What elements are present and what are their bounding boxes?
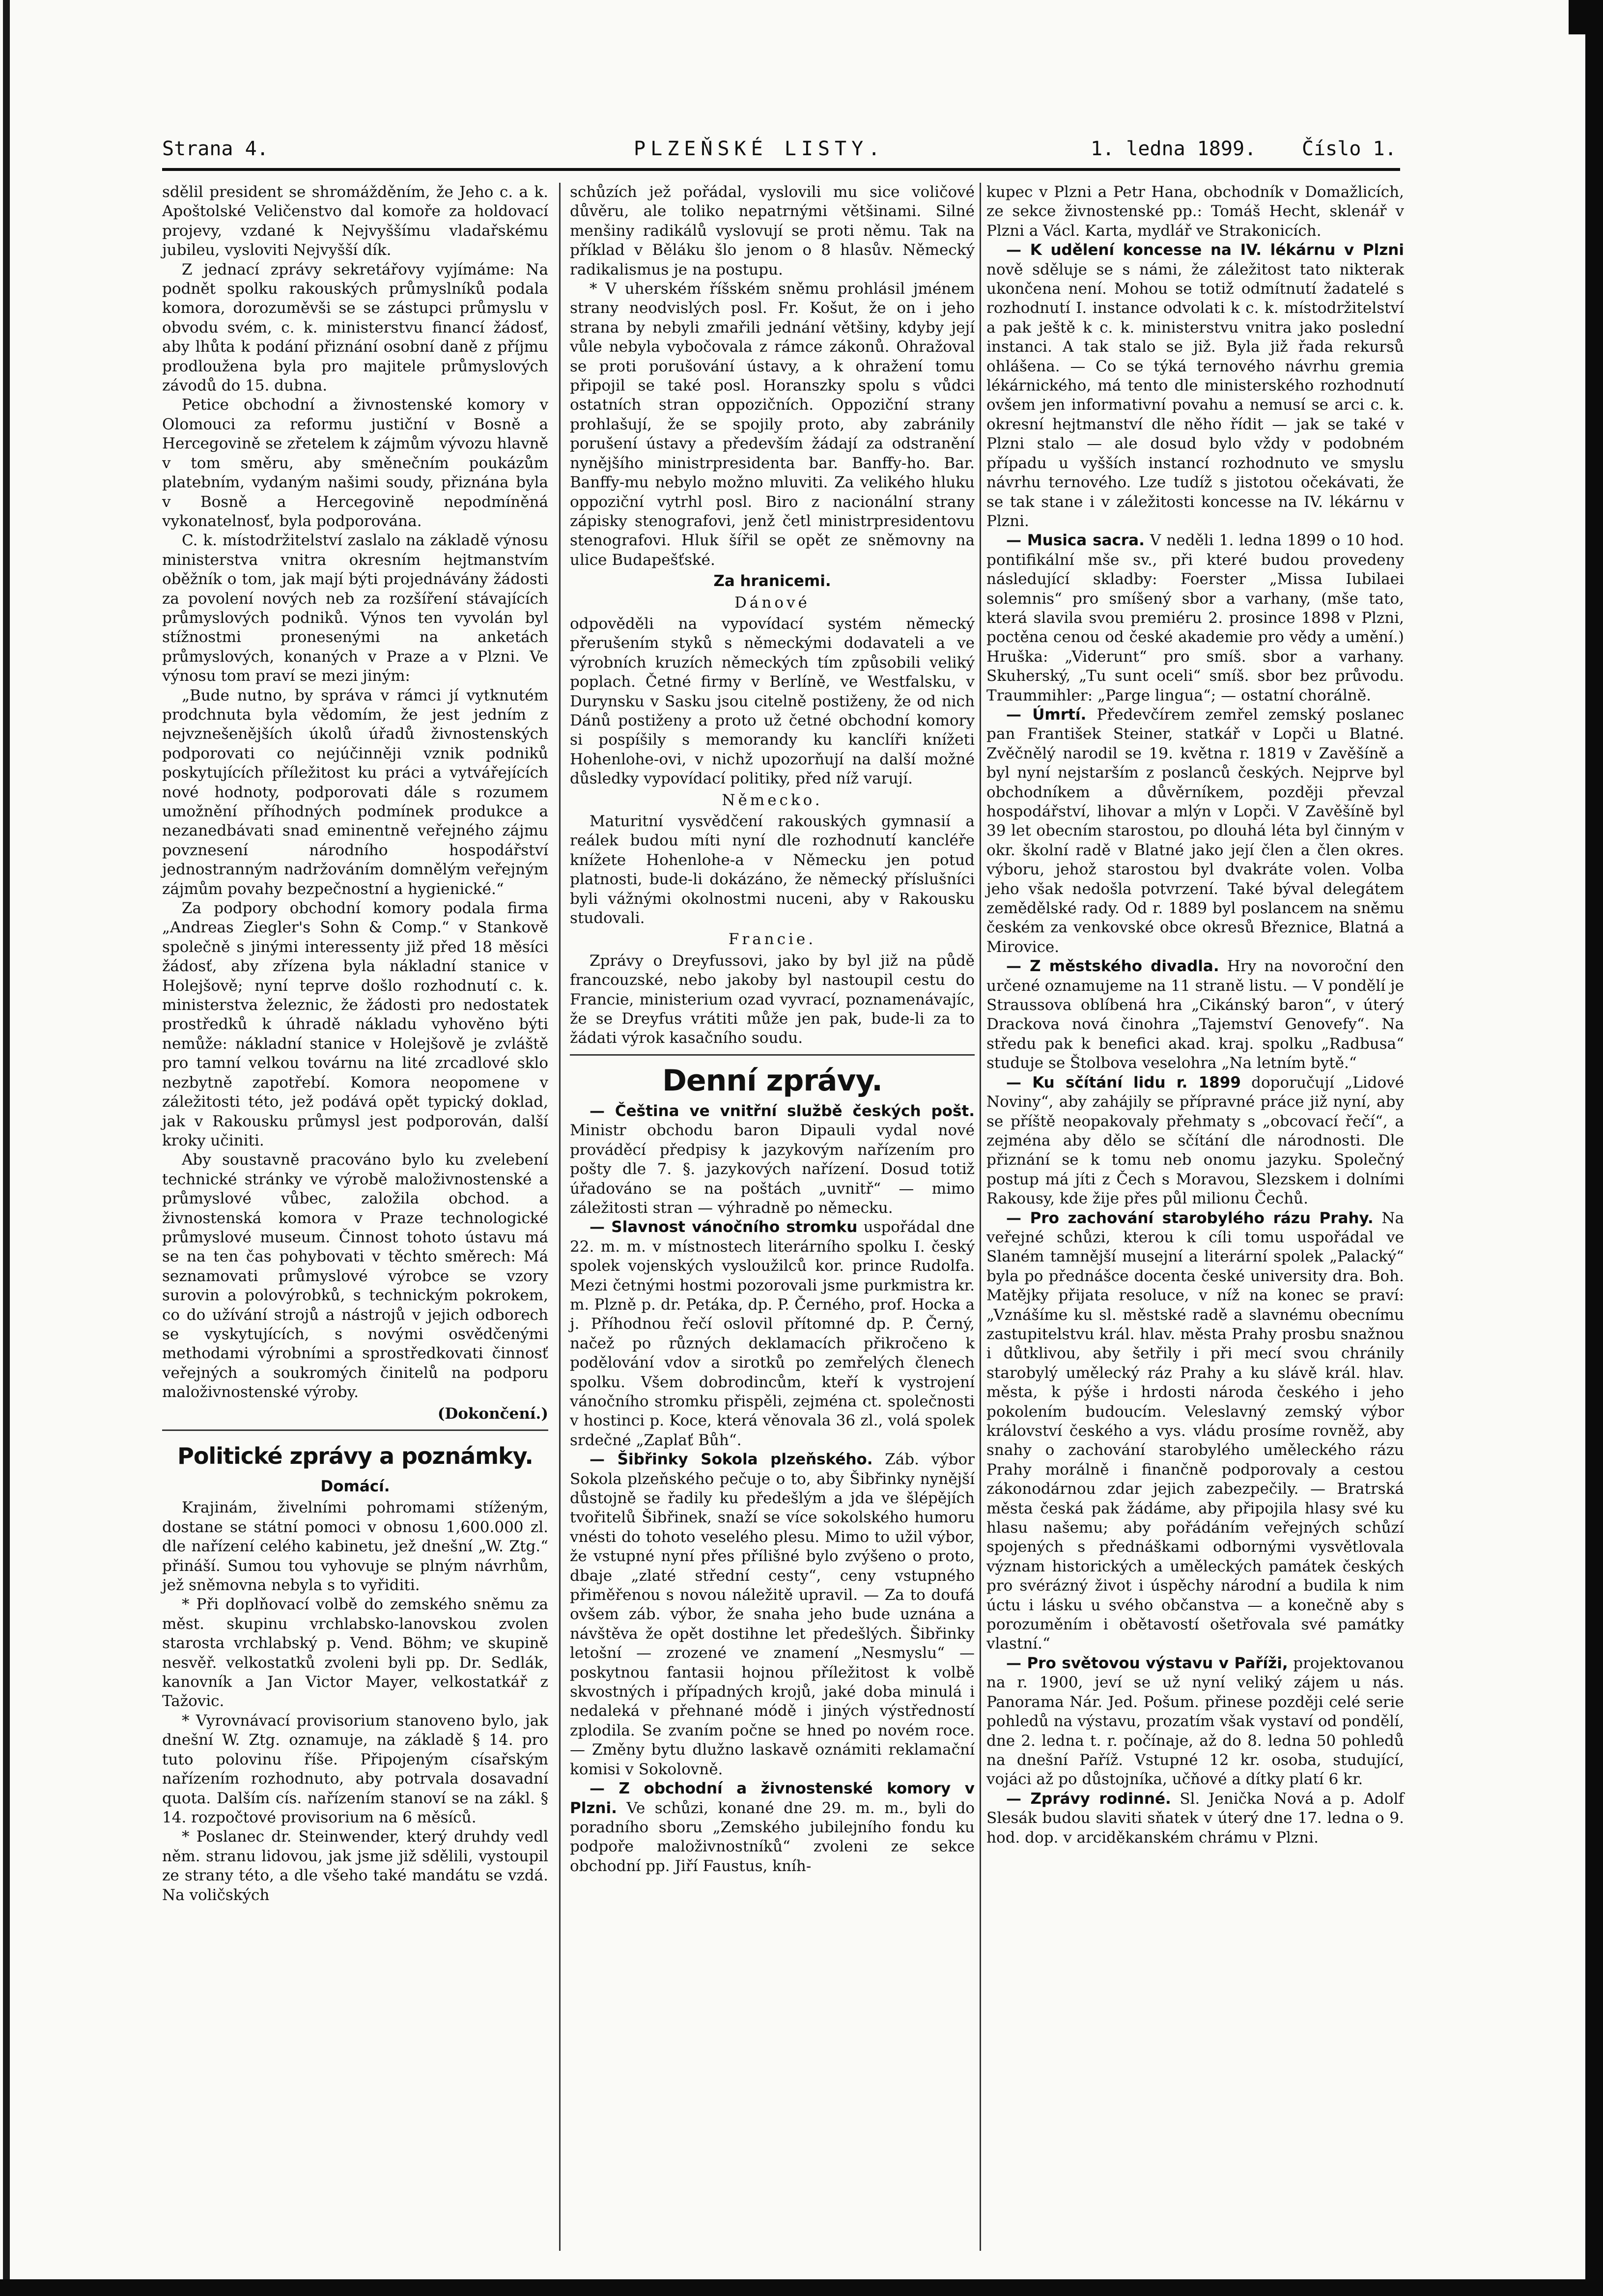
- section-title-daily-news: Denní zprávy.: [662, 1063, 882, 1098]
- news-item-title: — Šibřinky Sokola plzeňského.: [590, 1451, 873, 1469]
- news-item: [986, 1209, 1404, 1654]
- paragraph: sdělil president se shromážděním, že Jeho c. a k. Apoštolské Veličenstvo dal komoře za holdovací projevy, vzdané k Nejvyššímu vladařskému jubileu, vysloviti Nejvyšší dík.: [162, 183, 548, 259]
- column-divider: [980, 183, 981, 2251]
- paragraph: odpověděli na vypovídací systém německý přerušením styků s německými dodavateli a ve výrobních kruzích německých tím způsobili veliký poplach. Četné firmy v Berlíně, ve Westfalsku, v Durynsku v Sasku jsou citelně postiženy, že od nich Dánů postiženy a proto už četné obchodní komory si pospíšily s memorandy ku kanclíři knížeti Hohenlohe-ovi, v nichž upozorňují na další možné důsledky vypovídací politiky, před níž varují.: [570, 615, 975, 788]
- paragraph: Z jednací zprávy sekretářovy vyjímáme: Na podnět spolku rakouských průmyslníků podala komora, dorozuměvši se se zástupci průmyslu v obvodu svém, c. k. ministerstvu financí žádosť, aby lhůta k podání přiznání osobní daně z příjmu prodloužena byla pro majitele průmyslových závodů do 15. dubna.: [162, 260, 548, 395]
- news-item-title: — K udělení koncesse na IV. lékárnu v Plzni: [1006, 241, 1404, 259]
- news-item-text: Ministr obchodu baron Dipauli vydal nové prováděcí předpisy k jazykovým nařízením pro pošty dle 7. §. jazykových nařízení. Dosud totiž úřadováno se na poštách „uvnitř“ — mimo záležitosti stran — výhradně po německu.: [570, 1121, 975, 1217]
- news-item: [986, 957, 1404, 1073]
- paragraph: Zprávy o Dreyfussovi, jako by byl již na půdě francouzské, nebo jakoby byl nastoupil cestu do Francie, ministerium ozad vyvrací, poznamenávajíc, že se Dreyfus vrátiti může jen pak, bude-li za to žádati výrok kasačního soudu.: [570, 952, 975, 1047]
- news-item: [986, 705, 1404, 957]
- paragraph: Krajinám, živelními pohromami stíženým, dostane se státní pomoci v obnosu 1,600.000 zl. dle nařízení celého kabinetu, jež dnešní „W. Ztg.“ přináší. Sumou tou vyhovuje se plným návrhům, jež sněmovna nebyla s to vyřiditi.: [162, 1499, 548, 1595]
- quote-paragraph: „Bude nutno, by správa v rámci jí vytknutém prodchnuta byla vědomím, že jest jedním z nejvznešenějších úkolů úřadů živnostenských podporovati co nejúčinněji vznik podniků poskytujících příležitost ku práci a vytvářejících nové hodnoty, podporovati dále s rozumem umožnění příhodných podmínek produkce a nezanedbávati snad eminentně veřejného zájmu povznesení národního hospodářství jednostranným nadržováním domnělým veřejným zájmům povahy bezpečnostní a hygienické.“: [162, 686, 548, 898]
- news-item-text: Na veřejné schůzi, kterou k cíli tomu uspořádal ve Slaném tamnější musejní a literární spolek „Palacký“ byla po přednášce docenta české university dra. Boh. Matějky přijata resoluce, v níž na konec se praví: „Vznášíme ku sl. městské radě a slavnému obecnímu zastupitelstvu král. hlav. města Prahy prosbu snažnou i důtklivou, aby šetřily i při mecí svou chránily starobylý umělecký ráz Prahy a ku slávě král. hlav. města, k pýše i hrdosti národa českého i jeho pokolením budoucím. Veleslavný zemský výbor království českého a vys. vládu prosíme rovněž, aby snahy o zachování starobylého uměleckého rázu Prahy morálně i finančně podporovaly a cestou zákonodárnou zdar jejich zabezpečily. — Bratrská města česká pak žádáme, aby připojila hlasy své ku hlasu našemu; aby pořádáním veřejných schůzí spojených s přednáškami odbornými vysvětlovala význam historických a uměleckých památek českých pro svérázný život i úspěchy národní a budila k nim úctu i lásku u svého občanstva — a konečně aby s porozuměním i obětavostí ošetřovala své památky vlastní.“: [986, 1209, 1404, 1653]
- news-item-text: doporučují „Lidové Noviny“, aby zahájily se přípravné práce již nyní, aby se příště neopakovaly přehmaty s „obcovací řečí“, a zejména aby dělo se sčítání dle národnosti. Dle přiznání se k tomu neb onomu jazyku. Společný postup má jíti z Čech s Moravou, Slezskem i dolními Rakousy, kde žije přes půl milionu Čechů.: [986, 1073, 1404, 1208]
- news-item-title: — Úmrtí.: [1006, 705, 1087, 724]
- column-3: [986, 183, 1404, 2261]
- paragraph: Maturitní vysvědčení rakouských gymnasií a reálek budou míti nyní dle rozhodnutí kancléře knížete Hohenlohe-a v Německu jen potud platnosti, bude-li dokázáno, že německý příslušníci byli vážnými okolnostmi nuceni, aby v Rakousku studovali.: [570, 812, 975, 927]
- news-item-text: nově sděluje se s námi, že záležitost tato nikterak ukončena není. Mohou se totiž odmítnutí žadatelé s rozhodnutí I. instance odvolati k c. k. místodržitelství a pak ještě k c. k. ministerstvu vnitra jako poslední instanci. A tak stalo se již. Byla již řada rekursů ohlášena. — Co se týká ternového návrhu gremia lékárnického, má tento dle ministerského rozhodnutí ovšem jen informativní povahu a nemusí se arci c. k. okresní hejtmanství dle něho řídit — jak se také v Plzni stalo — ale dosud bylo vždy v podobném případu u vyšších instancí rozhodnuto ve smyslu návrhu ternového. Lze tudíž s jistotou očekávati, že se tak stane i v záležitosti koncesse na IV. lékárnu v Plzni.: [986, 260, 1404, 530]
- news-item-text: Předevčírem zemřel zemský poslanec pan František Steiner, statkář v Lopči u Blatné. Zvěčnělý narodil se 19. května r. 1819 v Zavěšíně a byl nyní nejstarším z poslanců českých. Nejprve byl obchodníkem a důvěrníkem, později převzal hospodářství, lihovar a mlýn v Lopči. V Zavěšíně byl 39 let obecním starostou, po dlouhá léta byl činným v okr. školní radě v Blatné jako její člen a člen okres. výboru, jehož starostou byl dvakráte volen. Volba jeho však nedošla potvrzení. Také býval delegátem zemědělské rady. Od r. 1889 byl poslancem na sněmu českém za venkovské obce okresů Březnice, Blatná a Mirovice.: [986, 705, 1405, 956]
- news-item: [986, 1654, 1404, 1790]
- paragraph: Za podpory obchodní komory podala firma „Andreas Ziegler's Sohn & Comp.“ v Stankově společně s jinými interessenty již před 18 měsíci žádosť, aby zřízena byla nákladní stanice v Holejšově; nyní teprve došlo rozhodnutí c. k. ministerstva železnic, že žádosti pro nedostatek prostředků k úhradě nákladu vyhověno býti nemůže: nákladní stanice v Holejšově je zvláště pro tamní velkou továrnu na lité zrcadlové sklo nezbytně zapotřebí. Komora neopomene v záležitosti této, jež podává opět typický doklad, jak v Rakousku průmysl jest podporován, další kroky učiniti.: [162, 899, 548, 1149]
- column-1: [162, 183, 548, 2261]
- subheading-domestic: Domácí.: [320, 1478, 390, 1495]
- news-item: [986, 241, 1404, 531]
- scan-border-right: [1585, 0, 1603, 2296]
- paragraph: Aby soustavně pracováno bylo ku zvelebení technické stránky ve výrobě maloživnostenské a průmyslové vůbec, založila obchod. a živnostenská komora v Praze technologické průmyslové museum. Činnost tohoto ústavu má se na ten čas pohybovati v těchto směrech: Má seznamovati průmyslové výrobce se vzory surovin a polovýrobků, s technickým pokrokem, co do užívání strojů a nástrojů v jejich odborech se vyskytujících, s novými osvědčenými methodami výrobními a sprostředkovati činnosť veřejných a soukromých činitelů na podporu maloživnostenské výroby.: [162, 1151, 548, 1401]
- paragraph: Petice obchodní a živnostenské komory v Olomouci za reformu justiční v Bosně a Hercegovině se zřetelem k zájmům vývozu hlavně v tom směru, aby směnečním poukázům platebním, vydaným našimi soudy, přiznána byla v Bosně a Hercegovině nepodmíněná vykonatelnosť, byla podporována.: [162, 396, 548, 530]
- scan-border-bottom: [0, 2279, 1603, 2296]
- section-rule: [570, 1054, 975, 1056]
- paragraph: kupec v Plzni a Petr Hana, obchodník v Domažlicích, ze sekce živnostenské pp.: Tomáš Hecht, sklenář v Plzni a Václ. Karta, mydlář ve Strakonicích.: [986, 183, 1404, 240]
- continuation-note: (Dokončení.): [437, 1404, 548, 1423]
- paragraph: * V uherském říšském sněmu prohlásil jménem strany neodvislých posl. Fr. Košut, že on i jeho strana by nebyli zmařili jednání většiny, kdyby její vůle nebyla vybočovala z rámce zákonů. Ohražoval se proti porušování ústavy, a k ohražení tomu připojil se také posl. Horanszky spolu s vůdci ostatních stran oppozičních. Oppoziční strany prohlašují, že se spojily proto, aby zabránily porušení ústavy a především žádají za odstranění nynějšího ministrpresidenta bar. Banffy-ho. Bar. Banffy-mu nebylo možno mluviti. Za velikého hluku oppoziční vytrhl posl. Biro z nacionální strany zápisky stenografovi, jenž četl ministrpresidentovu stenografovi. Hluk šířil se opět ze sněmovny na ulice Budapešťské.: [570, 280, 975, 569]
- news-item-title: — Slavnost vánočního stromku: [590, 1218, 858, 1236]
- country-heading: Německo.: [722, 791, 823, 809]
- news-item: [986, 531, 1404, 705]
- page-label: Strana 4.: [162, 138, 269, 160]
- news-item-text: uspořádal dne 22. m. m. v místnostech literárního spolku I. český spolek vojenských vysloužilců kor. prince Rudolfa. Mezi četnými hostmi pozorovali jsme purkmistra kr. m. Plzně p. dr. Petáka, dp. P. Černého, prof. Hocka a j. Příhodnou řečí oslovil přítomné dp. P. Černý, načež po různých deklamacích přikročeno k podělování vdov a sirotků po zemřelých členech spolku. Všem dobrodincům, kteří k vystrojení vánočního stromku přispěli, zejména ct. společnosti v hostinci p. Koce, která věnovala 36 zl., volá spolek srdečné „Zaplať Bůh“.: [570, 1218, 975, 1449]
- subheading-abroad: Za hranicemi.: [713, 572, 831, 590]
- column-divider: [559, 183, 561, 2251]
- news-item-title: — Ku sčítání lidu r. 1899: [1006, 1073, 1241, 1092]
- news-item-title: — Z obchodní a živnostenské komory v Plzni.: [570, 1780, 975, 1817]
- news-item: [570, 1450, 975, 1779]
- country-heading: Francie.: [728, 930, 816, 949]
- scan-corner: [1569, 0, 1603, 34]
- news-item: [986, 1790, 1404, 1848]
- news-item-title: — Musica sacra.: [1006, 532, 1145, 550]
- section-title-politics: Politické zprávy a poznámky.: [177, 1443, 533, 1469]
- column-2: [570, 183, 975, 2261]
- issue-date: 1. ledna 1899.: [1091, 138, 1257, 160]
- news-item-title: — Pro zachování starobylého rázu Prahy.: [1006, 1209, 1374, 1227]
- news-item-title: — Z městského divadla.: [1006, 957, 1219, 976]
- page-header: [162, 133, 1400, 162]
- country-heading: Dánové: [734, 593, 810, 612]
- news-item: [570, 1218, 975, 1450]
- news-item: [570, 1102, 975, 1218]
- paragraph: schůzích jež pořádal, vyslovili mu sice voličové důvěru, ale toliko nepatrnými většinami. Silné menšiny radikálů vyslovují se proti němu. Tak na příklad v Běláku šlo jenom o 8 hlasův. Německý radikalismus je na postupu.: [570, 183, 975, 279]
- news-item-text: projektovanou na r. 1900, jeví se už nyní veliký zájem u nás. Panorama Nár. Jed. Pošum. přinese později celé serie pohledů na výstavu, prozatím však vystaví od pondělí, dne 2. ledna t. r. počínaje, až do 8. ledna 50 pohledů na dnešní Paříž. Vstupné 12 kr. osoba, studující, vojáci až po důstojníka, učňové a dítky platí 6 kr.: [986, 1654, 1404, 1789]
- paragraph: C. k. místodržitelství zaslalo na základě výnosu ministerstva vnitra okresním hejtmanstvím oběžník o tom, jak mají býti projednávány žádosti za povolení nových neb za rozšíření stávajících průmyslových podniků. Výnos ten vyvolán byl stížnostmi pronesenými na anketách průmyslových, konaných v Praze a v Plzni. Ve výnosu tom praví se mezi jiným:: [162, 532, 548, 685]
- news-item: [570, 1779, 975, 1876]
- news-item-text: V neděli 1. ledna 1899 o 10 hod. pontifikální mše sv., při které budou provedeny následující skladby: Foerster „Missa Iubilaei solemnis“ pro smíšený sbor a varhany, (mše tato, která slavila svou premiéru 2. prosince 1898 v Plzni, poctěna cenou od české akademie pro vědy a umění.) Hruška: „Viderunt“ pro smíš. sbor a varhany. Skuherský, „Tu sunt oceli“ smíš. sbor bez průvodu. Traummihler: „Parge lingua“; — ostatní chorálně.: [986, 532, 1405, 704]
- paragraph: * Při doplňovací volbě do zemského sněmu za měst. skupinu vrchlabsko-lanovskou zvolen starosta vrchlabský p. Vend. Böhm; ve skupině nesvěř. velkostatků zvoleni byli pp. Dr. Sedlák, kanovník a Jan Victor Mayer, velkostatkář z Tažovic.: [162, 1596, 548, 1710]
- newspaper-title: PLZEŇSKÉ LISTY.: [634, 138, 885, 160]
- news-item: [986, 1073, 1404, 1209]
- paragraph: * Vyrovnávací provisorium stanoveno bylo, jak dnešní W. Ztg. oznamuje, na základě § 14. pro tuto polovinu říše. Připojeným císařským nařízením rozhodnuto, aby potrvala dosavadní quota. Dalším cís. nařízením stanoví se na zákl. § 14. rozpočtové provisorium na 6 měsíců.: [162, 1711, 548, 1826]
- section-rule: [162, 1429, 548, 1431]
- news-item-text: Hry na novoroční den určené oznamujeme na 11 straně listu. — V pondělí je Straussova oblíbená hra „Cikánský baron“, v úterý Drackova nová činohra „Tajemství Genovefy“. Na středu pak k benefici akad. kraj. spolku „Radbusa“ studuje se Štolbova veselohra „Na letním bytě.“: [986, 957, 1404, 1072]
- header-rule: [162, 168, 1400, 171]
- news-item-text: Sl. Jenička Nová a p. Adolf Slesák budou slaviti sňatek v úterý dne 17. ledna o 9. hod. dop. v arciděkanském chrámu v Plzni.: [986, 1790, 1404, 1847]
- scan-border-left: [3, 0, 10, 2296]
- news-item-title: — Čeština ve vnitřní službě českých pošt.: [590, 1102, 975, 1120]
- news-item-title: — Zprávy rodinné.: [1006, 1790, 1171, 1808]
- news-item-text: Ve schůzi, konané dne 29. m. m., byli do poradního sboru „Zemského jubilejního fondu ku podpoře maloživnostníků“ zvoleni ze sekce obchodní pp. Jiří Faustus, kníh-: [570, 1799, 975, 1875]
- paragraph: * Poslanec dr. Steinwender, který druhdy vedl něm. stranu lidovou, jak jsme již sdělili, vystoupil ze strany této, a dle všeho také mandátu se vzdá. Na voličských: [162, 1828, 548, 1904]
- issue-number: Číslo 1.: [1302, 138, 1397, 160]
- news-item-title: — Pro světovou výstavu v Paříži,: [1006, 1654, 1288, 1672]
- news-item-text: Záb. výbor Sokola plzeňského pečuje o to, aby Šibřinky nynější důstojně se řadily ku předešlým a jda ve šlépějích tvořitelů Šibřinek, snaží se více sokolského humoru vnésti do tohoto veselého plesu. Mimo to užil výbor, že vstupné nyní přes přílišné bylo zvýšeno o proto, dbaje „zlaté střední cesty“, ceny vstupného přiměřenou s novou náležitě upravil. — Za to doufá ovšem záb. výbor, že snaha jeho bude uznána a návštěva že opět dostihne let předešlých. Šibřinky letošní — zrozené ve znamení „Nesmyslu“ — poskytnou fantasii hojnou příležitost k volbě skvostných i případných krojů, jaké doba minulá i nedaleká v přehnané módě i jiných výstředností zplodila. Se zvaním počne se hned po novém roce. — Změny bytu dlužno laskavě oznámiti reklamační komisi v Sokolovně.: [570, 1451, 975, 1778]
